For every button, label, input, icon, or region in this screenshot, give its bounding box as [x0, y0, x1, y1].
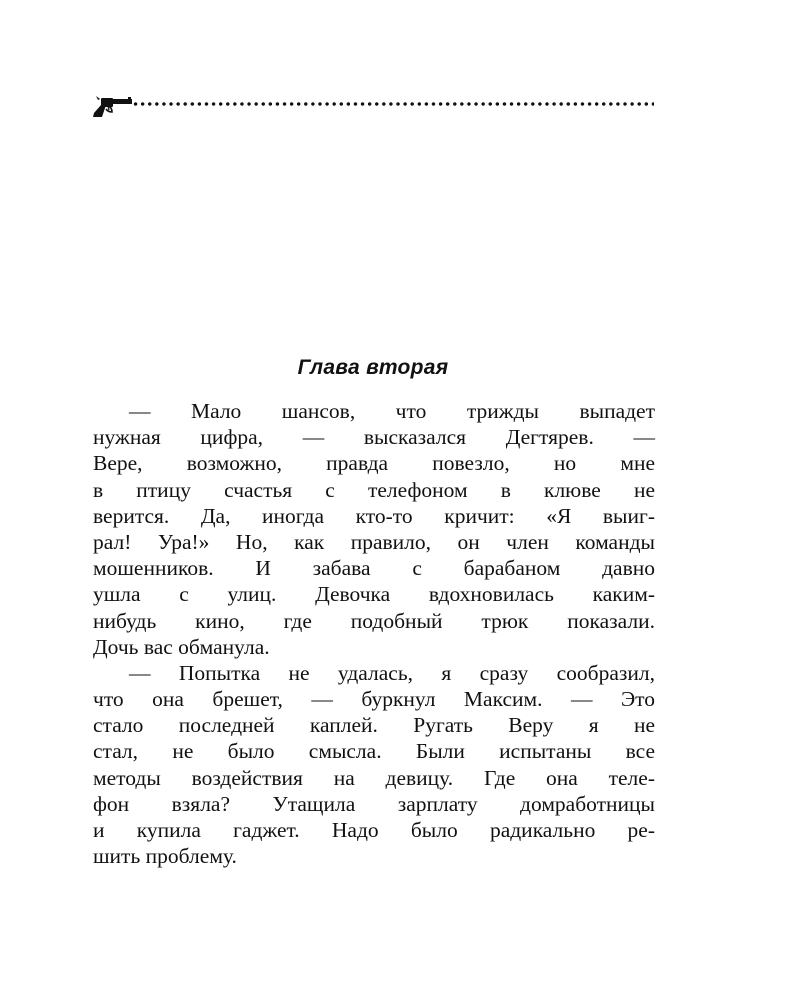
body-text	[93, 398, 655, 869]
chapter-title: Глава вторая	[297, 356, 449, 379]
paragraph-2	[93, 660, 655, 870]
text-line: стал, не было смысла. Были испытаны все	[93, 739, 655, 764]
text-line: методы воздействия на девицу. Где она теле-	[93, 765, 655, 790]
text-line: — Попытка не удалась, я сразу сообразил,	[129, 660, 655, 685]
text-line: стало последней каплей. Ругать Веру я не	[93, 713, 655, 738]
text-line: что она брешет, — буркнул Максим. — Это	[93, 687, 655, 712]
text-line: — Мало шансов, что трижды выпадет	[129, 399, 655, 423]
text-line: верится. Да, иногда кто-то кричит: «Я выиг-	[93, 503, 655, 528]
text-line: и купила гаджет. Надо было радикально ре-	[93, 818, 655, 842]
text-line: шить проблему.	[93, 844, 237, 869]
text-line: нужная цифра, — высказался Дегтярев. —	[93, 425, 655, 450]
text-line: фон взяла? Утащила зарплату домработницы	[93, 791, 655, 816]
revolver-icon	[92, 96, 134, 120]
text-line: рал! Ура!» Но, как правило, он член команды	[93, 529, 655, 554]
header-ornament	[92, 96, 654, 120]
text-line: Вере, возможно, правда повезло, но мне	[93, 451, 655, 476]
text-line: Дочь вас обманула.	[93, 634, 270, 659]
text-line: нибудь кино, где подобный трюк показали.	[93, 608, 655, 633]
text-line: в птицу счастья с телефоном в клюве не	[93, 477, 655, 502]
dotted-rule	[132, 102, 654, 106]
paragraph-1	[93, 398, 655, 660]
text-line: ушла с улиц. Девочка вдохновилась каким-	[93, 582, 655, 607]
text-line: мошенников. И забава с барабаном давно	[93, 556, 655, 581]
